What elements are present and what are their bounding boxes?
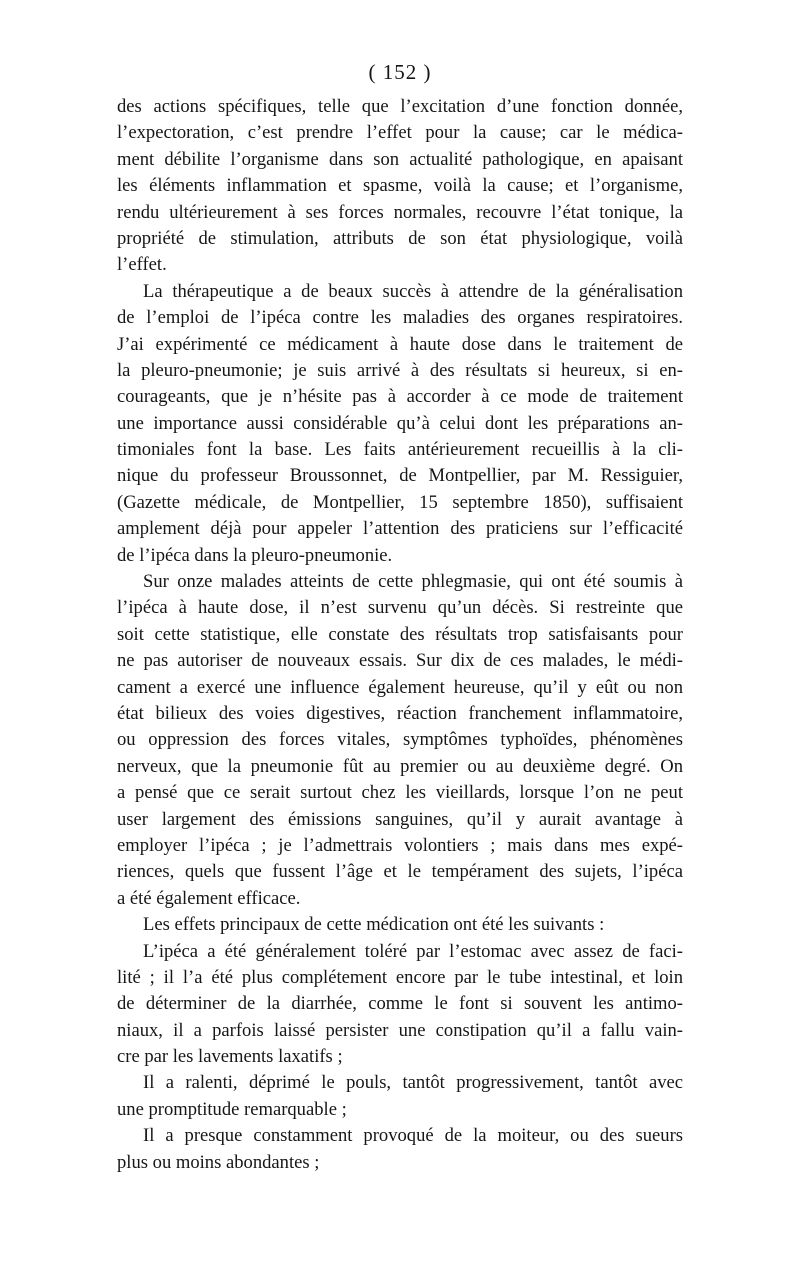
text-line: J’ai expérimenté ce médicament à haute dose dans le traitement de: [117, 333, 683, 355]
text-line: Les effets principaux de cette médication ont été les suivants :: [143, 914, 605, 936]
text-line: l’expectoration, c’est prendre l’effet pour la cause; car le médica-: [117, 122, 683, 144]
text-line: l’ipéca à haute dose, il n’est survenu qu’un décès. Si restreinte que: [117, 597, 683, 619]
text-line: état bilieux des voies digestives, réaction franchement inflammatoire,: [117, 702, 683, 724]
text-line: a été également efficace.: [117, 887, 301, 909]
text-line: ou oppression des forces vitales, symptômes typhoïdes, phénomènes: [117, 729, 683, 751]
text-line: employer l’ipéca ; je l’admettrais volontiers ; mais dans mes expé-: [117, 834, 683, 856]
text-line: cre par les lavements laxatifs ;: [117, 1046, 343, 1068]
paragraph: [117, 1123, 683, 1176]
text-line: Il a ralenti, déprimé le pouls, tantôt progressivement, tantôt avec: [143, 1072, 683, 1094]
text-line: soit cette statistique, elle constate des résultats trop satisfaisants pour: [117, 623, 683, 645]
text-line: ne pas autoriser de nouveaux essais. Sur dix de ces malades, le médi-: [117, 650, 683, 672]
text-line: La thérapeutique a de beaux succès à attendre de la généralisation: [143, 280, 683, 302]
text-line: des actions spécifiques, telle que l’excitation d’une fonction donnée,: [117, 96, 683, 117]
text-line: L’ipéca a été généralement toléré par l’estomac avec assez de faci-: [143, 940, 683, 962]
text-line: courageants, que je n’hésite pas à accorder à ce mode de traitement: [117, 386, 683, 408]
text-line: lité ; il l’a été plus complétement encore par le tube intestinal, et loin: [117, 966, 683, 988]
text-line: user largement des émissions sanguines, qu’il y aurait avantage à: [117, 808, 683, 830]
paragraph: [117, 94, 683, 279]
text-line: une promptitude remarquable ;: [117, 1098, 347, 1120]
text-line: Sur onze malades atteints de cette phlegmasie, qui ont été soumis à: [143, 571, 683, 593]
text-line: ment débilite l’organisme dans son actualité pathologique, en apaisant: [117, 148, 683, 170]
text-line: nerveux, que la pneumonie fût au premier ou au deuxième degré. On: [117, 755, 683, 777]
paragraph: [117, 279, 683, 569]
text-line: Il a presque constamment provoqué de la moiteur, ou des sueurs: [143, 1125, 683, 1147]
text-line: plus ou moins abondantes ;: [117, 1151, 320, 1173]
text-line: la pleuro-pneumonie; je suis arrivé à des résultats si heureux, si en-: [117, 359, 683, 381]
text-line: amplement déjà pour appeler l’attention des praticiens sur l’efficacité: [117, 518, 683, 540]
text-line: de l’ipéca dans la pleuro-pneumonie.: [117, 544, 393, 566]
body-text: [117, 94, 683, 1176]
text-line: les éléments inflammation et spasme, voilà la cause; et l’organisme,: [117, 175, 683, 197]
text-line: nique du professeur Broussonnet, de Montpellier, par M. Ressiguier,: [117, 465, 683, 487]
text-line: cament a exercé une influence également heureuse, qu’il y eût ou non: [117, 676, 683, 698]
page-number: ( 152 ): [368, 60, 432, 84]
paragraph: [117, 569, 683, 912]
text-line: (Gazette médicale, de Montpellier, 15 septembre 1850), suffisaient: [117, 491, 683, 513]
text-line: de déterminer de la diarrhée, comme le font si souvent les antimo-: [117, 993, 683, 1015]
paragraph: [117, 1070, 683, 1123]
text-line: riences, quels que fussent l’âge et le tempérament des sujets, l’ipéca: [117, 861, 683, 883]
text-line: a pensé que ce serait surtout chez les vieillards, lorsque l’on ne peut: [117, 782, 683, 804]
text-line: rendu ultérieurement à ses forces normales, recouvre l’état tonique, la: [117, 201, 683, 223]
text-line: propriété de stimulation, attributs de son état physiologique, voilà: [117, 227, 683, 249]
paragraph: [117, 939, 683, 1071]
text-line: une importance aussi considérable qu’à celui dont les préparations an-: [117, 412, 683, 434]
text-line: l’effet.: [117, 254, 167, 276]
text-line: timoniales font la base. Les faits antérieurement recueillis à la cli-: [117, 439, 683, 461]
paragraph: [117, 912, 683, 938]
text-line: de l’emploi de l’ipéca contre les maladies des organes respiratoires.: [117, 307, 683, 329]
text-line: niaux, il a parfois laissé persister une constipation qu’il a fallu vain-: [117, 1019, 683, 1041]
